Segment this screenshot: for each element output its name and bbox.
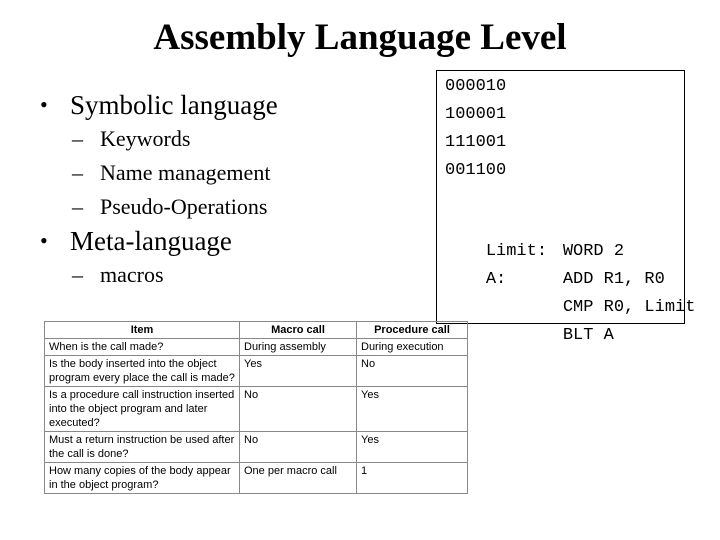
table-cell-procedure: 1: [357, 463, 468, 494]
asm-line: [445, 244, 665, 289]
comparison-table: [44, 321, 468, 494]
asm-line: [445, 272, 696, 317]
slide-title: Assembly Language Level: [153, 17, 567, 58]
header-procedure-call: Procedure call: [357, 322, 468, 339]
bullet-dot: •: [40, 92, 48, 117]
table-cell-macro: During assembly: [240, 339, 357, 356]
binary-line: 100001: [445, 105, 507, 124]
table-cell-item: How many copies of the body appear in the object program?: [45, 463, 240, 494]
subitem-text: Name management: [100, 160, 271, 185]
table-cell-macro: Yes: [240, 356, 357, 387]
table-cell-item: Is a procedure call instruction inserted into the object program and later executed?: [45, 387, 240, 432]
table-cell-procedure: Yes: [357, 432, 468, 463]
code-box: [436, 70, 696, 345]
table-row: [45, 339, 468, 356]
bullet-list: [40, 88, 420, 292]
binary-line: 111001: [445, 133, 507, 152]
binary-line: 001100: [445, 161, 507, 180]
table-row: [45, 463, 468, 494]
binary-line: 000010: [445, 77, 507, 96]
table-row: [45, 356, 468, 387]
table-cell-macro: One per macro call: [240, 463, 357, 494]
table-row: [45, 387, 468, 432]
dash: –: [72, 194, 83, 219]
header-item: Item: [45, 322, 240, 339]
header-macro-call: Macro call: [240, 322, 357, 339]
dash: –: [72, 160, 83, 185]
asm-instr: ADD R1, R0: [562, 270, 665, 289]
table-header-row: [45, 322, 468, 339]
table-cell-item: When is the call made?: [45, 339, 240, 356]
subitem-text: Keywords: [100, 126, 191, 151]
bullet-dot: •: [40, 228, 48, 253]
bullet-text: Meta-language: [70, 226, 232, 256]
asm-line: [445, 300, 614, 345]
subitem-keywords: [40, 122, 420, 156]
bullet-meta-language: [40, 224, 420, 258]
asm-label: Limit:: [485, 242, 548, 261]
table-cell-item: Is the body inserted into the object program every place the call is made?: [45, 356, 240, 387]
table-cell-procedure: During execution: [357, 339, 468, 356]
asm-instr: WORD 2: [562, 242, 625, 261]
asm-label: A:: [485, 270, 507, 289]
table-cell-macro: No: [240, 432, 357, 463]
table-cell-macro: No: [240, 387, 357, 432]
table-cell-item: Must a return instruction be used after the call is done?: [45, 432, 240, 463]
bullet-text: Symbolic language: [70, 90, 278, 120]
asm-instr: BLT A: [562, 326, 614, 345]
subitem-pseudo-operations: [40, 190, 420, 224]
subitem-macros: [40, 258, 420, 292]
asm-instr: CMP R0, Limit: [562, 298, 696, 317]
dash: –: [72, 126, 83, 151]
dash: –: [72, 262, 83, 287]
subitem-name-management: [40, 156, 420, 190]
subitem-text: macros: [100, 262, 164, 287]
table-cell-procedure: Yes: [357, 387, 468, 432]
table-row: [45, 432, 468, 463]
asm-line: [445, 216, 625, 261]
bullet-symbolic-language: [40, 88, 420, 122]
subitem-text: Pseudo-Operations: [100, 194, 268, 219]
table-cell-procedure: No: [357, 356, 468, 387]
